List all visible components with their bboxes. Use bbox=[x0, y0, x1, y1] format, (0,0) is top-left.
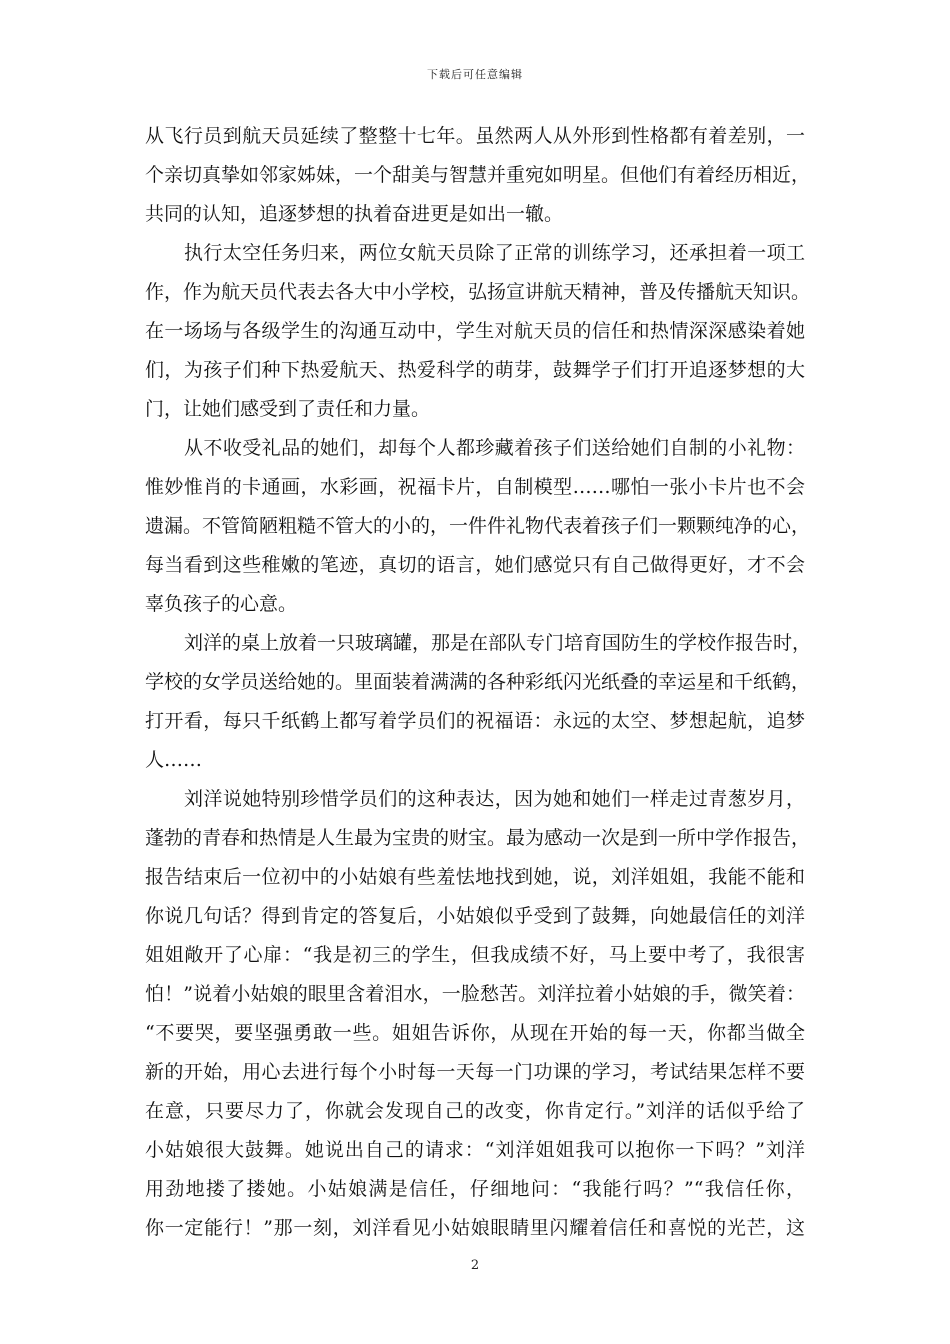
text-line: 学校的女学员送给她的。里面装着满满的各种彩纸闪光纸叠的幸运星和千纸鹤， bbox=[145, 671, 811, 693]
text-line: 新的开始，用心去进行每个小时每一天每一门功课的学习，考试结果怎样不要 bbox=[145, 1061, 805, 1083]
text-line: 你说几句话？得到肯定的答复后，小姑娘似乎受到了鼓舞，向她最信任的刘洋 bbox=[145, 905, 805, 927]
text-line: 你一定能行！”那一刻，刘洋看见小姑娘眼睛里闪耀着信任和喜悦的光芒，这 bbox=[145, 1217, 805, 1239]
text-line: 刘洋说她特别珍惜学员们的这种表达，因为她和她们一样走过青葱岁月， bbox=[184, 788, 805, 810]
text-line: 用劲地搂了搂她。小姑娘满是信任，仔细地问：“我能行吗？”“我信任你， bbox=[145, 1178, 805, 1200]
text-line: 在一场场与各级学生的沟通互动中，学生对航天员的信任和热情深深感染着她 bbox=[145, 320, 805, 342]
text-line: 从不收受礼品的她们，却每个人都珍藏着孩子们送给她们自制的小礼物： bbox=[184, 437, 805, 459]
text-line: 遗漏。不管简陋粗糙不管大的小的，一件件礼物代表着孩子们一颗颗纯净的心， bbox=[145, 515, 811, 537]
text-line: 惟妙惟肖的卡通画，水彩画，祝福卡片，自制模型……哪怕一张小卡片也不会 bbox=[145, 476, 805, 498]
text-line: 共同的认知，追逐梦想的执着奋进更是如出一辙。 bbox=[145, 203, 564, 225]
text-line: “不要哭，要坚强勇敢一些。姐姐告诉你，从现在开始的每一天，你都当做全 bbox=[145, 1022, 805, 1044]
text-line: 小姑娘很大鼓舞。她说出自己的请求：“刘洋姐姐我可以抱你一下吗？”刘洋 bbox=[145, 1139, 805, 1161]
text-line: 们，为孩子们种下热爱航天、热爱科学的萌芽，鼓舞学子们打开追逐梦想的大 bbox=[145, 359, 805, 381]
text-line: 执行太空任务归来，两位女航天员除了正常的训练学习，还承担着一项工 bbox=[184, 242, 805, 264]
text-line: 打开看，每只千纸鹤上都写着学员们的祝福语：永远的太空、梦想起航，追梦 bbox=[145, 710, 805, 732]
text-line: 从飞行员到航天员延续了整整十七年。虽然两人从外形到性格都有着差别，一 bbox=[145, 125, 805, 147]
text-line: 门，让她们感受到了责任和力量。 bbox=[145, 398, 431, 420]
text-line: 在意，只要尽力了，你就会发现自己的改变，你肯定行。”刘洋的话似乎给了 bbox=[145, 1100, 805, 1122]
page-number: 2 bbox=[470, 1258, 480, 1273]
text-line: 怕！”说着小姑娘的眼里含着泪水，一脸愁苦。刘洋拉着小姑娘的手，微笑着： bbox=[145, 983, 805, 1005]
text-line: 辜负孩子的心意。 bbox=[145, 593, 298, 615]
text-line: 报告结束后一位初中的小姑娘有些羞怯地找到她，说，刘洋姐姐，我能不能和 bbox=[145, 866, 805, 888]
text-line: 刘洋的桌上放着一只玻璃罐，那是在部队专门培育国防生的学校作报告时， bbox=[184, 632, 812, 654]
page-header: 下载后可任意编辑 bbox=[427, 68, 523, 81]
text-line: 作，作为航天员代表去各大中小学校，弘扬宣讲航天精神，普及传播航天知识。 bbox=[145, 281, 811, 303]
text-line: 个亲切真挚如邻家姊妹，一个甜美与智慧并重宛如明星。但他们有着经历相近， bbox=[145, 164, 811, 186]
text-line: 姐姐敞开了心扉：“我是初三的学生，但我成绩不好，马上要中考了，我很害 bbox=[145, 944, 805, 966]
text-line: 蓬勃的青春和热情是人生最为宝贵的财宝。最为感动一次是到一所中学作报告， bbox=[145, 827, 811, 849]
text-line: 每当看到这些稚嫩的笔迹，真切的语言，她们感觉只有自己做得更好，才不会 bbox=[145, 554, 805, 576]
text-line: 人…… bbox=[145, 749, 203, 771]
